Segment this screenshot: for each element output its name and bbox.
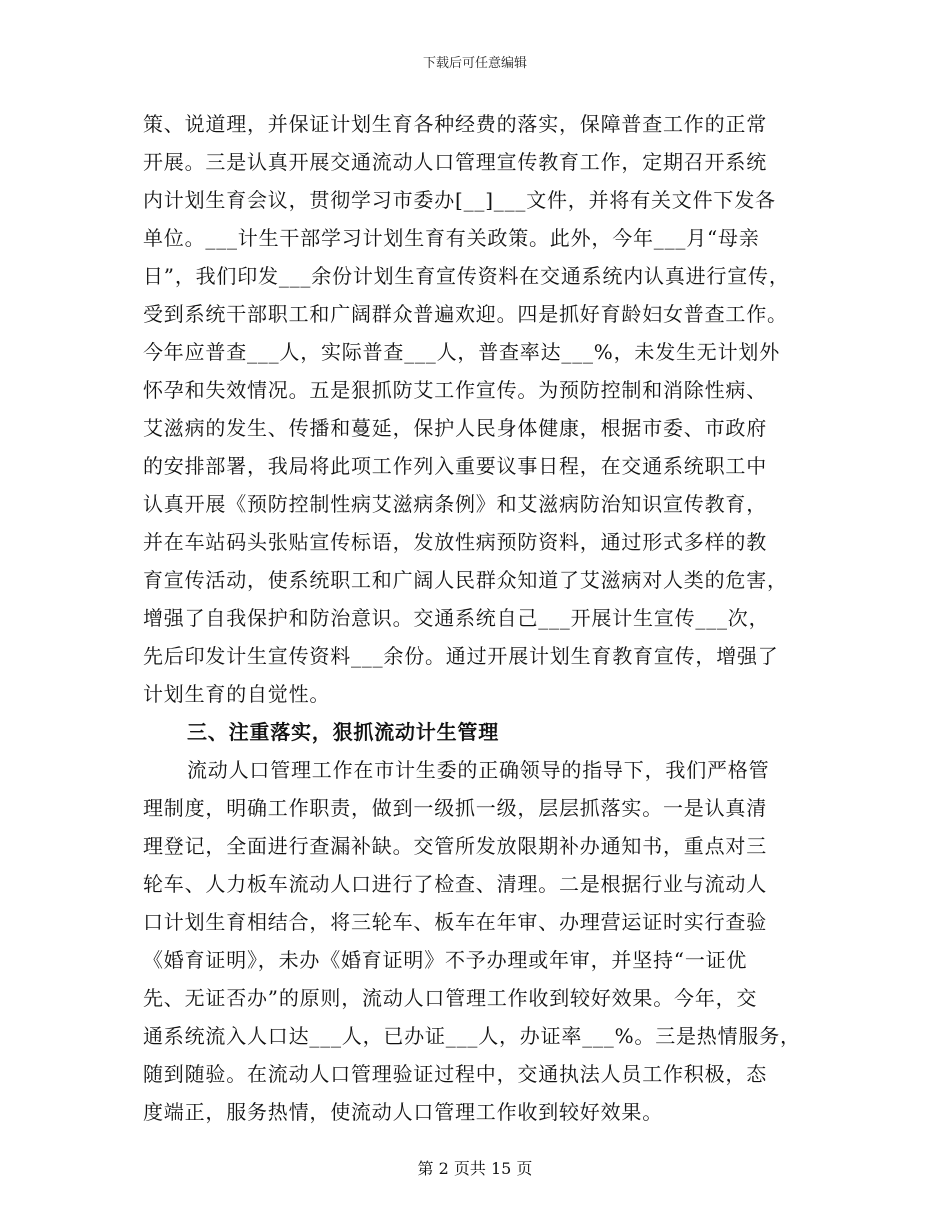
text-line: 增强了自我保护和防治意识。交通系统自己___开展计生宣传___次， <box>143 606 770 630</box>
page-header: 下载后可任意编辑 <box>422 56 527 71</box>
text-line: 理制度，明确工作职责，做到一级抓一级，层层抓落实。一是认真清 <box>143 796 767 820</box>
text-line: 内计划生育会议，贯彻学习市委办[__]___文件，并将有关文件下发各 <box>143 188 776 212</box>
text-line: 理登记，全面进行查漏补缺。交管所发放限期补办通知书，重点对三 <box>143 834 767 858</box>
text-line: 轮车、人力板车流动人口进行了检查、清理。二是根据行业与流动人 <box>143 872 767 896</box>
text-line: 流动人口管理工作在市计生委的正确领导的指导下，我们严格管 <box>187 758 770 782</box>
text-line: 今年应普查___人，实际普查___人，普查率达___%，未发生无计划外 <box>143 340 781 364</box>
section-heading: 三、注重落实，狠抓流动计生管理 <box>187 720 499 744</box>
text-line: 单位。___计生干部学习计划生育有关政策。此外，今年___月“母亲 <box>143 226 760 250</box>
text-line: 的安排部署，我局将此项工作列入重要议事日程，在交通系统职工中 <box>143 454 767 478</box>
text-line: 日”，我们印发___余份计划生育宣传资料在交通系统内认真进行宣传， <box>143 264 790 288</box>
text-line: 认真开展《预防控制性病艾滋病条例》和艾滋病防治知识宣传教育， <box>143 492 767 516</box>
text-line: 开展。三是认真开展交通流动人口管理宣传教育工作，定期召开系统 <box>143 150 767 174</box>
text-line: 度端正，服务热情，使流动人口管理工作收到较好效果。 <box>143 1100 663 1124</box>
text-line: 育宣传活动，使系统职工和广阔人民群众知道了艾滋病对人类的危害， <box>143 568 788 592</box>
text-line: 随到随验。在流动人口管理验证过程中，交通执法人员工作积极，态 <box>143 1062 767 1086</box>
page-number: 第 2 页共 15 页 <box>417 1159 533 1178</box>
text-line: 受到系统干部职工和广阔群众普遍欢迎。四是抓好育龄妇女普查工作。 <box>143 302 788 326</box>
text-line: 先、无证否办”的原则，流动人口管理工作收到较好效果。今年，交 <box>143 986 758 1010</box>
text-line: 并在车站码头张贴宣传标语，发放性病预防资料，通过形式多样的教 <box>143 530 767 554</box>
text-line: 艾滋病的发生、传播和蔓延，保护人民身体健康，根据市委、市政府 <box>143 416 767 440</box>
text-line: 先后印发计生宣传资料___余份。通过开展计划生育教育宣传，增强了 <box>143 644 779 668</box>
text-line: 计划生育的自觉性。 <box>143 682 331 706</box>
text-line: 策、说道理，并保证计划生育各种经费的落实，保障普查工作的正常 <box>143 112 767 136</box>
text-line: 通系统流入人口达___人，已办证___人，办证率___%。三是热情服务， <box>143 1024 801 1048</box>
text-line: 《婚育证明》，未办《婚育证明》不予办理或年审，并坚持“一证优 <box>143 948 748 972</box>
text-line: 口计划生育相结合，将三轮车、板车在年审、办理营运证时实行查验 <box>143 910 767 934</box>
text-line: 怀孕和失效情况。五是狠抓防艾工作宣传。为预防控制和消除性病、 <box>143 378 767 402</box>
